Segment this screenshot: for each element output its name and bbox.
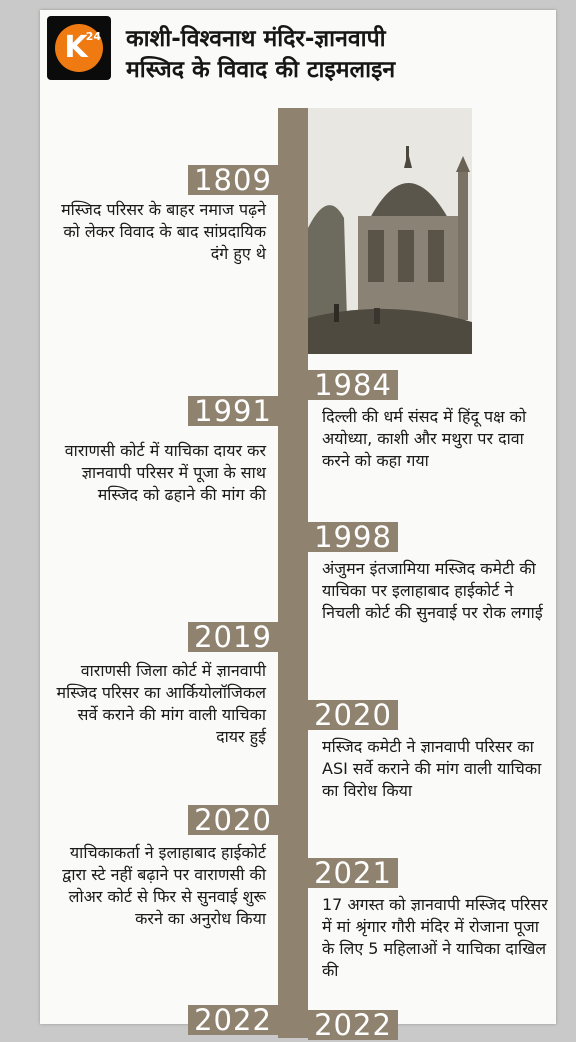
logo-mark [55, 24, 103, 72]
event-text-1984: दिल्ली की धर्म संसद में हिंदू पक्ष को अयोध्या, काशी और मथुरा पर दावा करने को कहा गया [322, 407, 527, 470]
event-text-1991: वाराणसी कोर्ट में याचिका दायर कर ज्ञानवापी परिसर में पूजा के साथ मस्जिद को ढहाने की मांग की [64, 441, 266, 504]
infographic-card [40, 10, 556, 1042]
year-label-2022-left: 2022 [188, 1005, 278, 1035]
year-label-1998: 1998 [308, 522, 398, 552]
k24-logo [47, 16, 111, 80]
year-label-1809: 1809 [188, 165, 278, 195]
year-label-2022-right: 2022 [308, 1010, 398, 1040]
event-text-2019: वाराणसी जिला कोर्ट में ज्ञानवापी मस्जिद परिसर का आर्कियोलॉजिकल सर्वे कराने की मांग वाली याचिका दायर हुई [56, 661, 266, 746]
mosque-engraving-image [308, 108, 472, 354]
logo-letter: K [64, 30, 88, 65]
year-label-2020-left: 2020 [188, 805, 278, 835]
page-title [126, 24, 546, 86]
event-text-2020-left: याचिकाकर्ता ने इलाहाबाद हाईकोर्ट द्वारा स्टे नहीं बढ़ाने पर वाराणसी की लोअर कोर्ट से फिर से सुनवाई शुरू करने का अनुरोध किया [62, 843, 266, 928]
timeline-spine [278, 108, 308, 1038]
event-text-1809: मस्जिद परिसर के बाहर नमाज पढ़ने को लेकर विवाद के बाद सांप्रदायिक दंगे हुए थे [61, 200, 266, 263]
logo-number: 24 [85, 30, 101, 43]
title-line-1: काशी-विश्वनाथ मंदिर-ज्ञानवापी [126, 26, 386, 52]
mosque-illustration [308, 108, 472, 354]
title-line-2: मस्जिद के विवाद की टाइमलाइन [126, 57, 396, 83]
event-text-1998: अंजुमन इंतजामिया मस्जिद कमेटी की याचिका पर इलाहाबाद हाईकोर्ट ने निचली कोर्ट की सुनवाई पर रोक लगाई [322, 559, 543, 622]
year-label-2020-right: 2020 [308, 700, 398, 730]
year-label-2019: 2019 [188, 622, 278, 652]
year-label-2021: 2021 [308, 858, 398, 888]
year-label-1984: 1984 [308, 370, 398, 400]
event-text-2021: 17 अगस्त को ज्ञानवापी मस्जिद परिसर में मां श्रृंगार गौरी मंदिर में रोजाना पूजा के लिए 5 महिलाओं ने याचिका दाखिल की [322, 895, 548, 980]
event-text-2020-right: मस्जिद कमेटी ने ज्ञानवापी परिसर का ASI सर्वे कराने की मांग वाली याचिका का विरोध किया [322, 737, 542, 800]
year-label-1991: 1991 [188, 396, 278, 426]
